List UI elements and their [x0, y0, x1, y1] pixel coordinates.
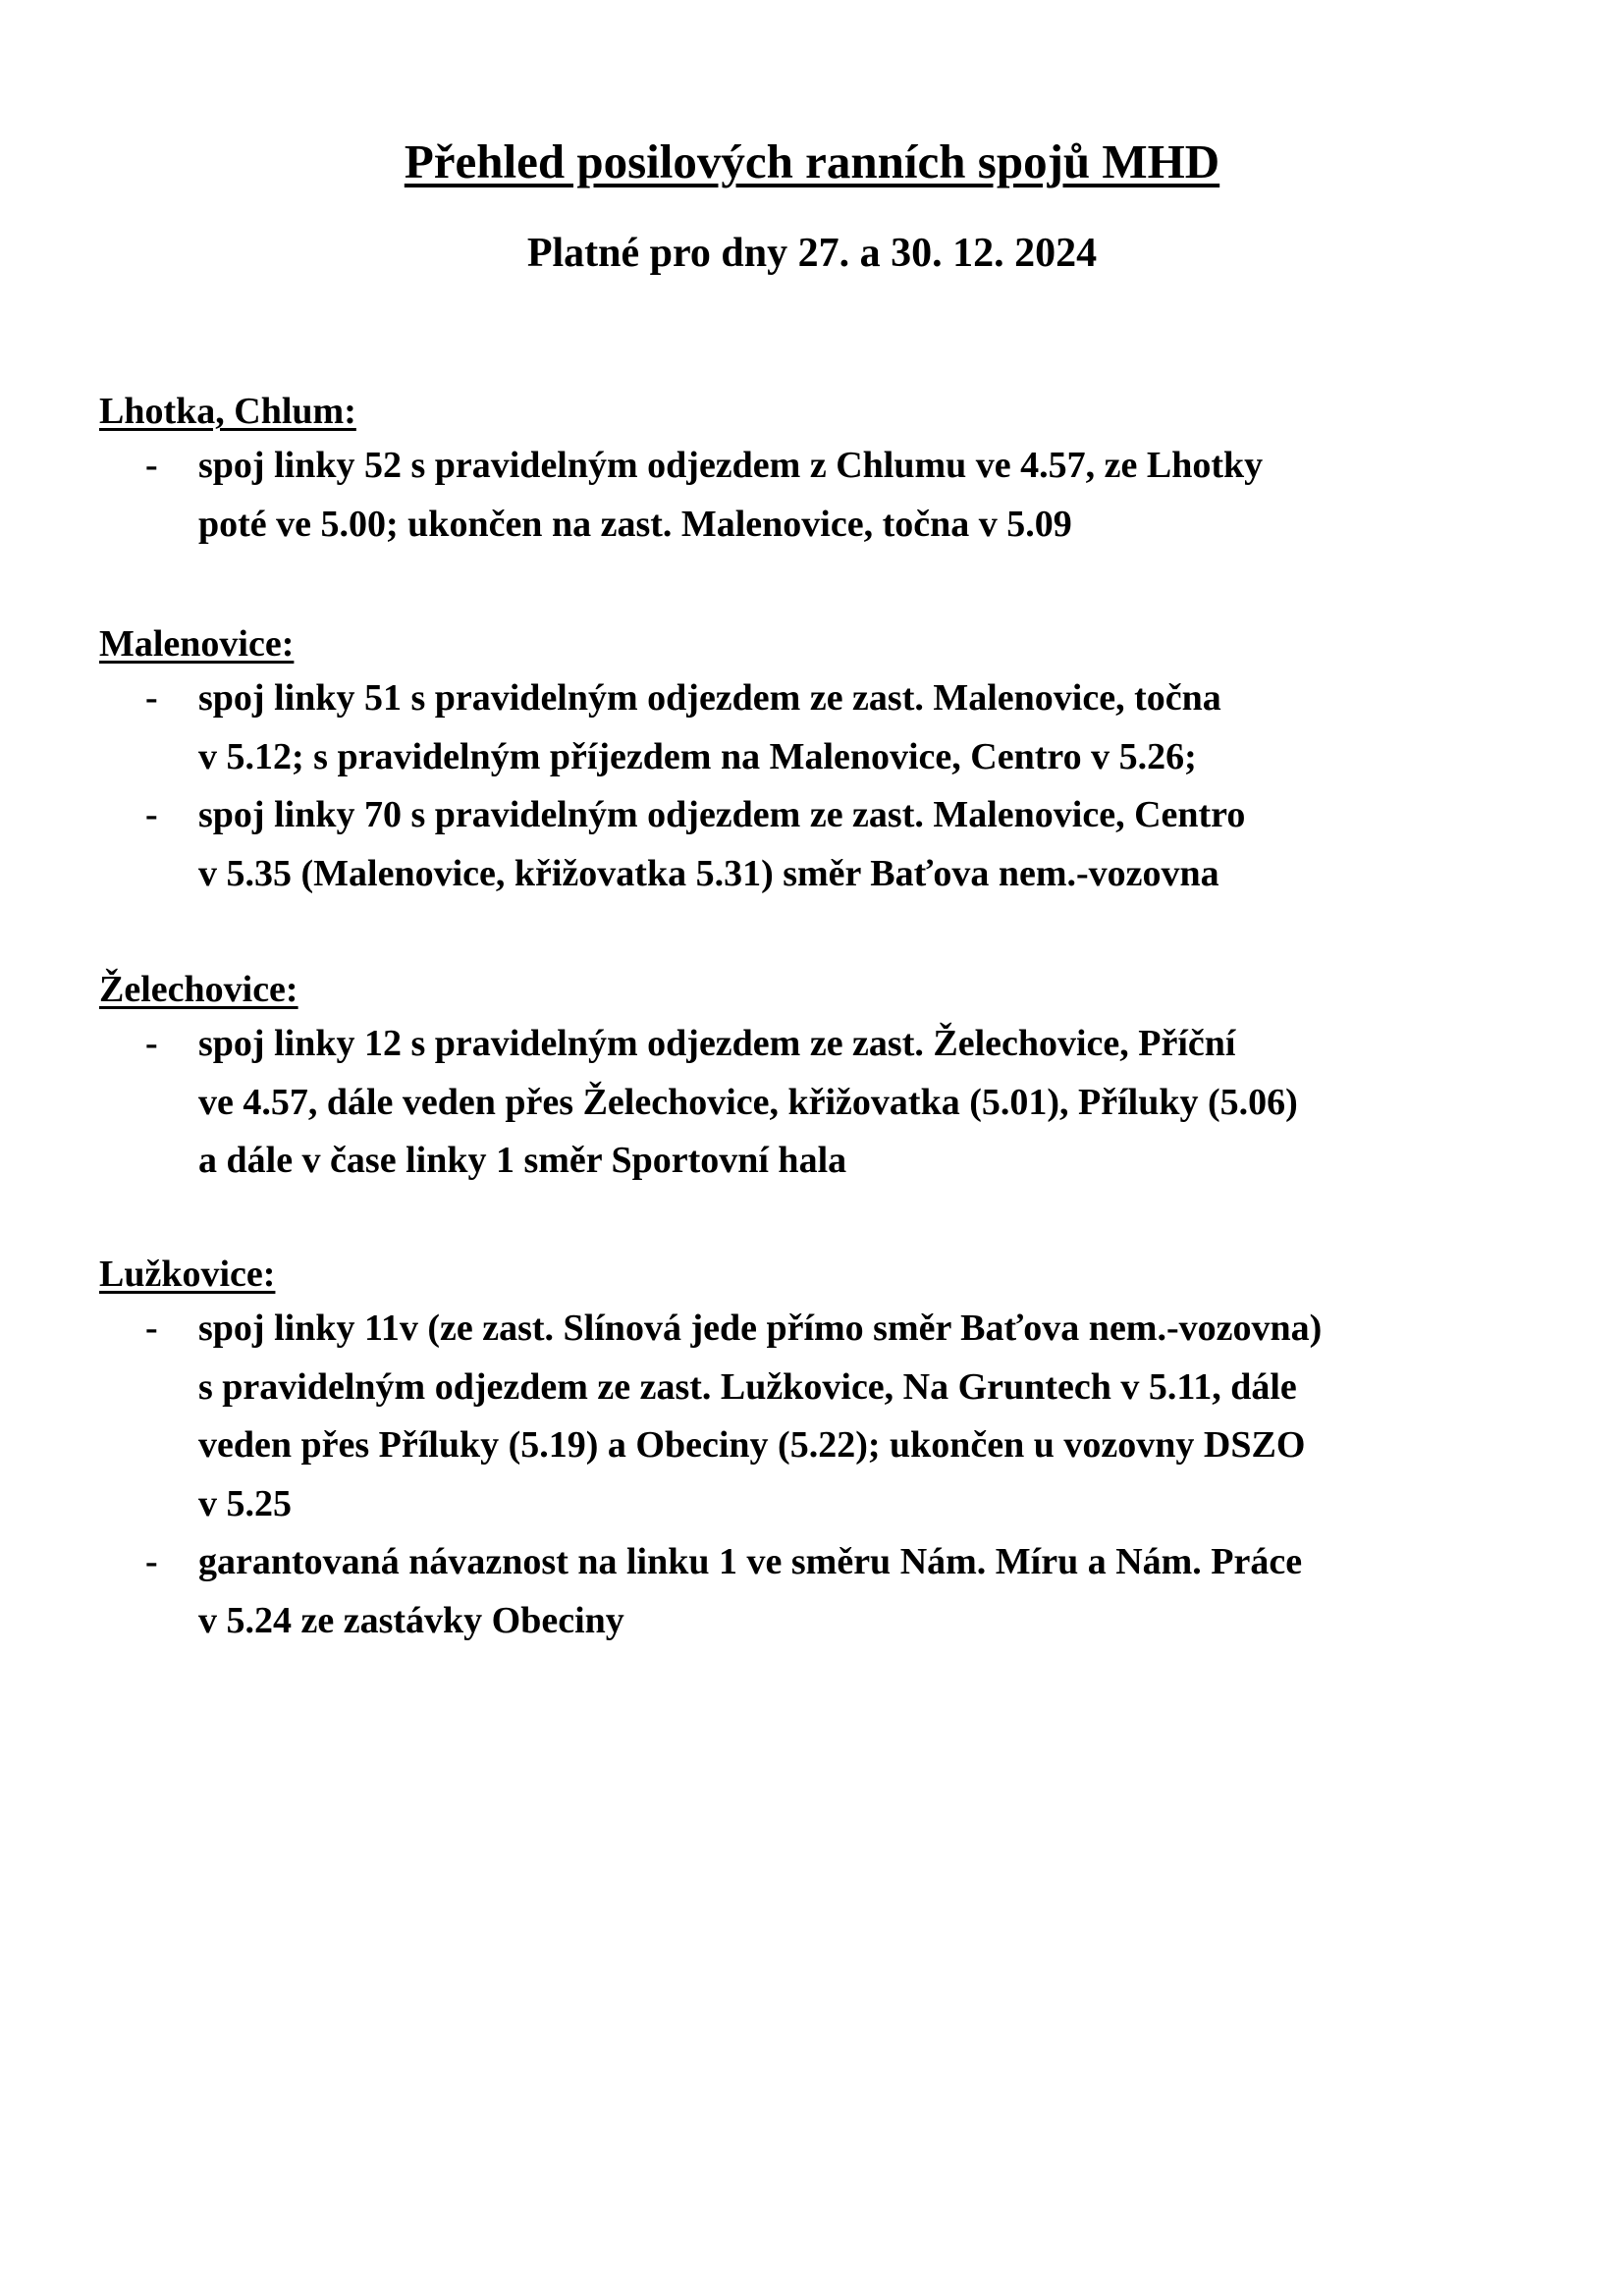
- list-item-line: garantovaná návaznost na linku 1 ve směru Nám. Míru a Nám. Práce: [198, 1541, 1303, 1582]
- list-item: [99, 1300, 1572, 1533]
- list-item-line: spoj linky 52 s pravidelným odjezdem z Chlumu ve 4.57, ze Lhotky: [198, 445, 1264, 486]
- list-item: [99, 1015, 1572, 1191]
- section-luzkovice: [99, 1249, 1572, 1650]
- list-item-line: ve 4.57, dále veden přes Želechovice, křižovatka (5.01), Příluky (5.06): [198, 1081, 1298, 1123]
- section-heading: Lhotka, Chlum:: [99, 391, 356, 432]
- list-item: [99, 669, 1572, 786]
- bullet-dash: -: [145, 794, 158, 835]
- list-item-line: v 5.25: [198, 1482, 292, 1524]
- list-item-line: spoj linky 70 s pravidelným odjezdem ze zast. Malenovice, Centro: [198, 794, 1246, 835]
- bullet-dash: -: [145, 1541, 158, 1582]
- document-title-text: Přehled posilových ranních spojů MHD: [404, 134, 1220, 188]
- section-zelechovice: [99, 964, 1572, 1191]
- section-heading: Malenovice:: [99, 623, 295, 665]
- list-item-line: s pravidelným odjezdem ze zast. Lužkovice, Na Gruntech v 5.11, dále: [198, 1365, 1297, 1408]
- list-item-line: spoj linky 51 s pravidelným odjezdem ze zast. Malenovice, točna: [198, 677, 1221, 719]
- list-item-line: a dále v čase linky 1 směr Sportovní hala: [198, 1140, 847, 1181]
- section-heading: Želechovice:: [99, 969, 298, 1010]
- list-item-line: v 5.35 (Malenovice, křižovatka 5.31) směr Baťova nem.-vozovna: [198, 852, 1219, 894]
- document-title: [0, 133, 1624, 191]
- list-item: [99, 786, 1572, 903]
- document-subtitle: Platné pro dny 27. a 30. 12. 2024: [526, 231, 1098, 276]
- list-item: [99, 1533, 1572, 1650]
- bullet-dash: -: [145, 1023, 158, 1064]
- list-item-line: poté ve 5.00; ukončen na zast. Malenovice, točna v 5.09: [198, 503, 1072, 545]
- bullet-dash: -: [145, 1308, 158, 1349]
- list-item-line: v 5.12; s pravidelným příjezdem na Malenovice, Centro v 5.26;: [198, 735, 1197, 777]
- list-item-line: v 5.24 ze zastávky Obeciny: [198, 1599, 624, 1641]
- list-item: [99, 437, 1572, 554]
- section-lhotka-chlum: [99, 386, 1572, 554]
- list-item-line: spoj linky 12 s pravidelným odjezdem ze zast. Želechovice, Příční: [198, 1023, 1236, 1064]
- section-malenovice: [99, 618, 1572, 903]
- bullet-dash: -: [145, 677, 158, 719]
- list-item-line: veden přes Příluky (5.19) a Obeciny (5.22); ukončen u vozovny DSZO: [198, 1424, 1306, 1466]
- list-item-line: spoj linky 11v (ze zast. Slínová jede přímo směr Baťova nem.-vozovna): [198, 1308, 1323, 1349]
- section-heading: Lužkovice:: [99, 1254, 276, 1295]
- bullet-dash: -: [145, 445, 158, 486]
